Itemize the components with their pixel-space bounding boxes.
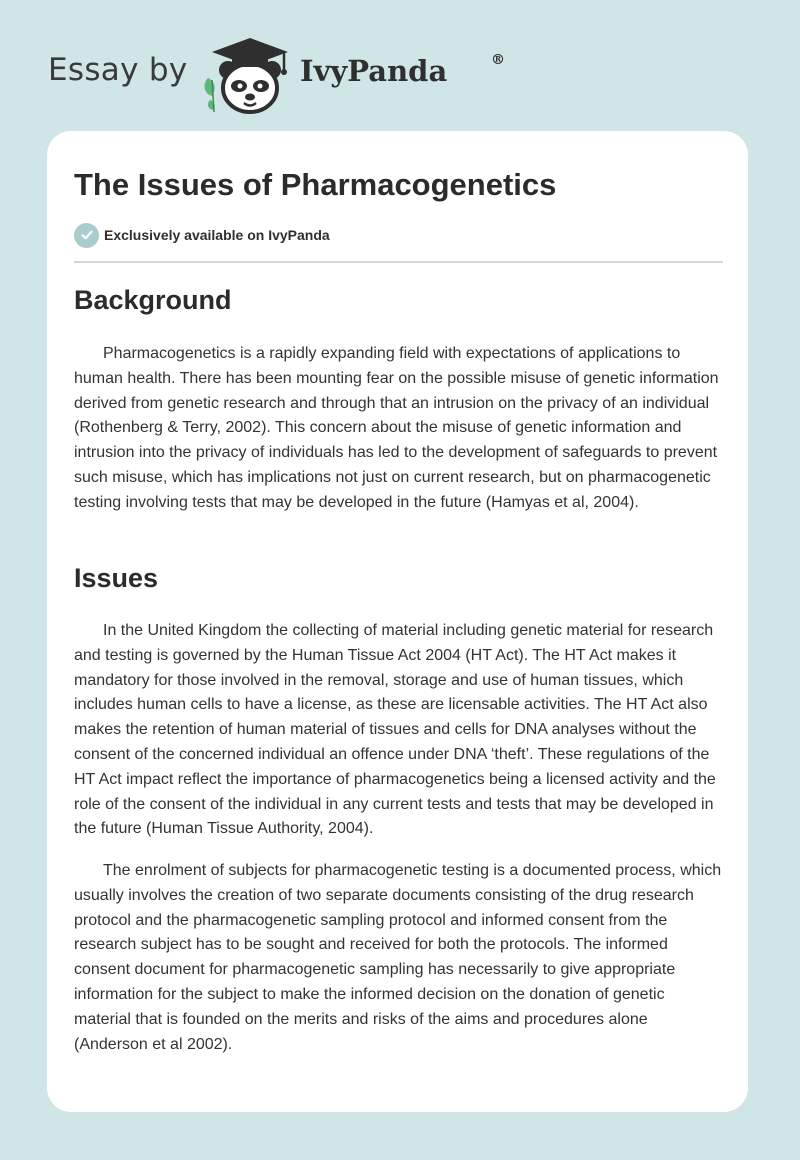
exclusive-badge [74, 222, 330, 248]
section-heading-background: Background [74, 285, 232, 315]
panda-logo-icon [200, 34, 292, 114]
brand-prefix: Essay by [48, 52, 188, 88]
essay-title: The Issues of Pharmacogenetics [74, 167, 557, 202]
section-heading-issues: Issues [74, 563, 159, 593]
paragraph: The enrolment of subjects for pharmacogenetic testing is a documented process, which usually involves the creation of two separate documents consisting of the drug research protocol and the pharmacogenetic sampling protocol and informed consent from the research subject has to be sought and received for both the protocols. The informed consent document for pharmacogenetic sampling has necessarily to give appropriate information for the subject to make the informed decision on the donation of genetic material that is founded on the merits and risks of the aims and procedures alone (Anderson et al 2002). [74, 862, 722, 1053]
paragraph: Pharmacogenetics is a rapidly expanding field with expectations of applications to human health. There has been mounting fear on the possible misuse of genetic information derived from genetic research and through that an intrusion on the privacy of an individual (Rothenberg & Terry, 2002). This concern about the misuse of genetic information and intrusion into the privacy of individuals has led to the development of safeguards to prevent such misuse, which has implications not just on current research, but on pharmacogenetic testing involving tests that may be developed in the future (Hamyas et al, 2004). [74, 345, 719, 511]
title-divider [74, 261, 723, 263]
paragraph: In the United Kingdom the collecting of material including genetic material for research and testing is governed by the Human Tissue Act 2004 (HT Act). The HT Act makes it mandatory for those involved in the removal, storage and use of human tissues, which includes human cells to have a license, as these are licensable activities. The HT Act also makes the retention of human material of tissues and cells for DNA analyses without the consent of the concerned individual an offence under DNA ‘theft’. These regulations of the HT Act impact reflect the importance of pharmacogenetics being a licensed activity and the role of the consent of the individual in any current tests and tests that may be developed in the future (Human Tissue Authority, 2004). [74, 622, 716, 838]
exclusive-label: Exclusively available on IvyPanda [104, 227, 330, 243]
check-circle-icon [74, 223, 99, 248]
brand-header[interactable] [48, 34, 505, 114]
essay-card [47, 131, 748, 1112]
registered-mark: ® [491, 52, 505, 68]
brand-name: IvyPanda [300, 54, 448, 88]
